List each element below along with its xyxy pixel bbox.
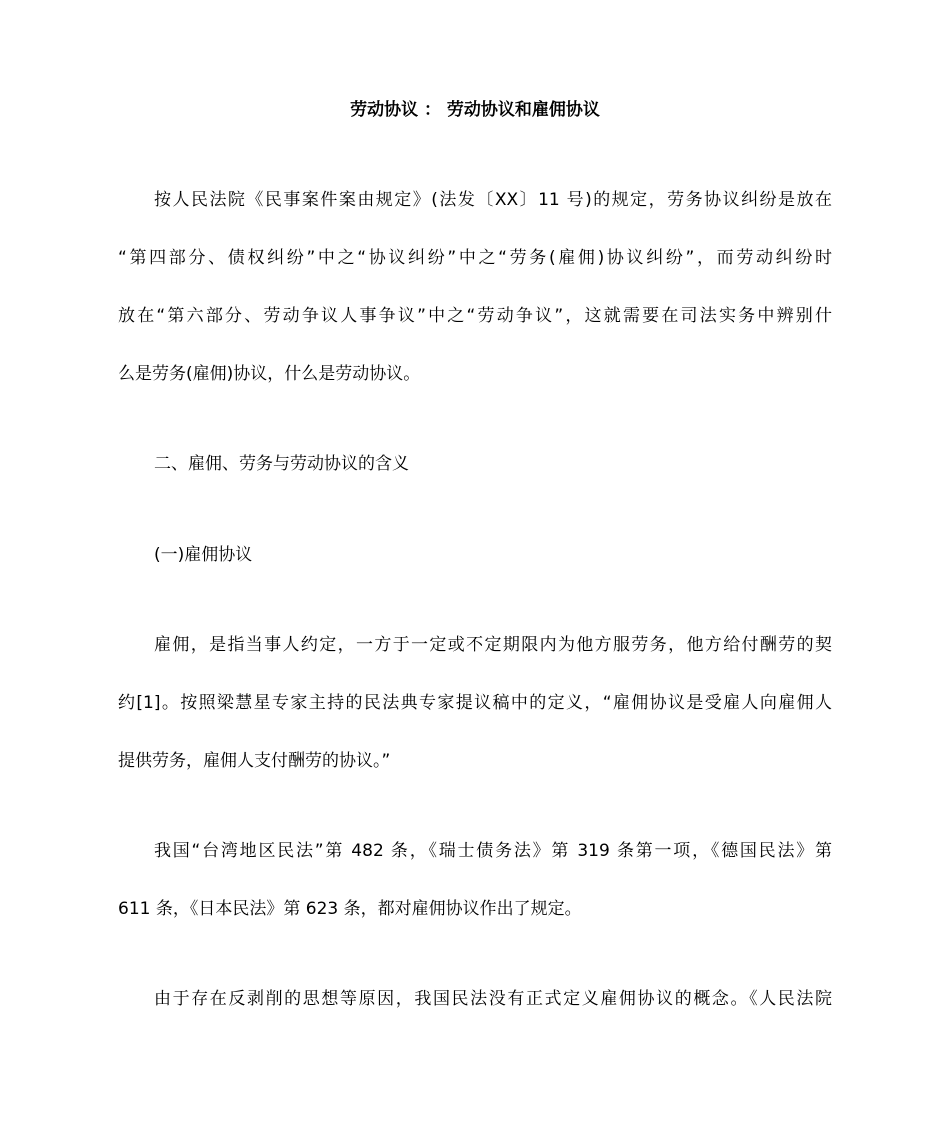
subsection-heading: (一)雇佣协议	[154, 545, 253, 565]
section-heading: 二、雇佣、劳务与劳动协议的含义	[154, 454, 409, 474]
paragraph-4-line-1: 雇佣，是指当事人约定，一方于一定或不定期限内为他方服劳务，他方给付酬劳的契	[154, 635, 832, 655]
paragraph-1-line-1: 按人民法院《民事案件案由规定》(法发〔XX〕11 号)的规定，劳务协议纠纷是放在	[154, 190, 832, 210]
paragraph-5-line-2: 611 条，《日本民法》第 623 条，都对雇佣协议作出了规定。	[118, 899, 582, 919]
paragraph-5-line-1: 我国“台湾地区民法”第 482 条，《瑞士债务法》第 319 条第一项，《德国民法》第	[154, 841, 832, 861]
paragraph-1-line-2: “第四部分、债权纠纷”中之“协议纠纷”中之“劳务(雇佣)协议纠纷”，而劳动纠纷时	[118, 248, 832, 268]
paragraph-6-line-1: 由于存在反剥削的思想等原因，我国民法没有正式定义雇佣协议的概念。《人民法院	[154, 989, 832, 1009]
paragraph-4-line-3: 提供劳务，雇佣人支付酬劳的协议。”	[118, 751, 391, 771]
paragraph-4-line-2: 约[1]。按照梁慧星专家主持的民法典专家提议稿中的定义，“雇佣协议是受雇人向雇佣人	[118, 693, 832, 713]
document-title: 劳动协议 ： 劳动协议和雇佣协议	[350, 100, 600, 120]
paragraph-1-line-4: 么是劳务(雇佣)协议，什么是劳动协议。	[118, 364, 421, 384]
paragraph-1-line-3: 放在“第六部分、劳动争议人事争议”中之“劳动争议”，这就需要在司法实务中辨别什	[118, 306, 832, 326]
